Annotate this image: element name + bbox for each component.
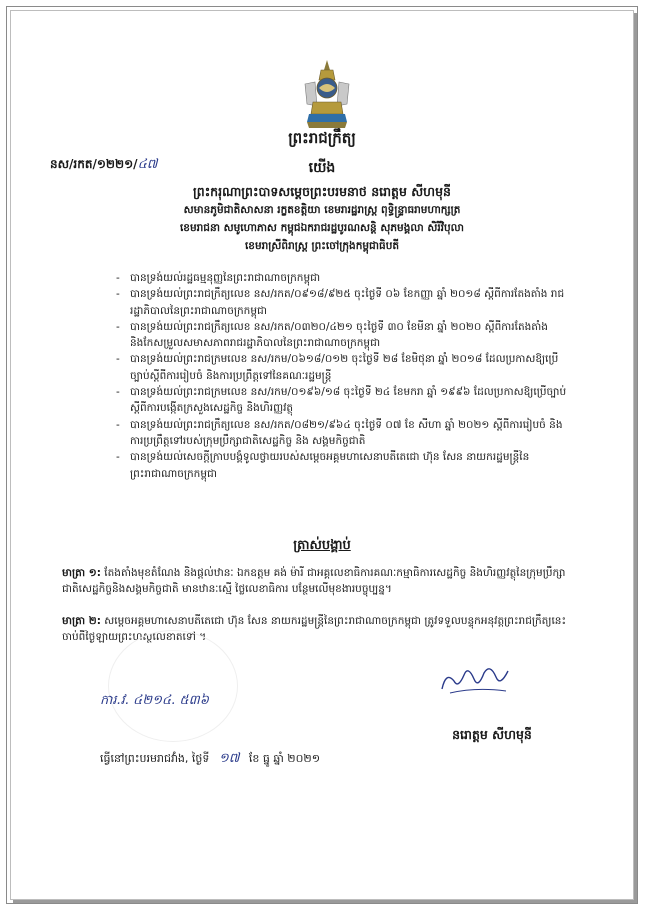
recitals-list	[116, 270, 571, 482]
royal-coat-of-arms-icon	[297, 58, 357, 130]
recital-item: - បានទ្រង់យល់ព្រះរាជក្រឹត្យលេខ នស/រកត/០៩១៨/៩២៥ ចុះថ្ងៃទី ០៦ ខែកញ្ញា ឆ្នាំ ២០១៨ ស្តីពីការតែងតាំង រាជរដ្ឋាភិបាលនៃព្រះរាជាណាចក្រកម្ពុជា	[116, 286, 571, 319]
king-line: ព្រះករុណាព្រះបាទសម្ដេចព្រះបរមនាថ នរោត្ដម សីហមុនី	[193, 184, 451, 199]
place-and-date	[100, 750, 500, 769]
royal-decree-heading: ព្រះរាជក្រឹត្យ	[288, 129, 356, 147]
place-date-prefix: ធ្វើនៅព្រះបរមរាជវាំង, ថ្ងៃទី	[100, 752, 210, 765]
royal-signature	[436, 659, 516, 699]
royal-title-line-3: ខេមរាស្រីពិរាស្ត្រ ព្រះចៅក្រុងកម្ពុជាធិបតី	[244, 240, 400, 252]
faint-seal-stamp	[108, 630, 238, 742]
decree-heading: ត្រាស់បង្គាប់	[293, 538, 351, 553]
recital-item: - បានទ្រង់យល់សេចក្តីក្រាបបង្គំទូលថ្វាយរបស់សម្តេចអគ្គមហាសេនាបតីតេជោ ហ៊ុន សែន នាយករដ្ឋមន្ត្រីនៃព្រះរាជាណាចក្រកម្ពុជា	[116, 449, 571, 482]
article-1-text: តែងតាំងមុខតំណែង និងផ្តល់ឋានៈ ឯកឧត្តម គង់ ម៉ារី ជាអគ្គលេខាធិការគណៈកម្មាធិការសេដ្ឋកិច្ច និងហិរញ្ញវត្ថុនៃក្រុមប្រឹក្សាជាតិសេដ្ឋកិច្ចនិងសង្គមកិច្ចជាតិ មានឋានៈស្មើ ថ្លៃលេខាធិការ បន្ថែមលើមុខងារបច្ចុប្បន្ន។	[62, 567, 566, 595]
royal-title-line-2: ខេមរាជនា សមូហោភាស កម្ពុជឯករាជរដ្ឋបូរណសន្តិ សុភមង្គលា សិរីវិបុលា	[179, 222, 465, 234]
reference-number-printed: នស/រកត/១២២១/	[50, 157, 138, 171]
article-1	[62, 565, 582, 597]
recital-item: - បានទ្រង់យល់ព្រះរាជក្រឹត្យលេខ នស/រកត/០៣២០/៤២១ ចុះថ្ងៃទី ៣០ ខែមីនា ឆ្នាំ ២០២០ ស្តីពីការតែងតាំង និងកែសម្រួលសមាសភាពរាជរដ្ឋាភិបាលនៃព្រះរាជាណាចក្រកម្ពុជា	[116, 319, 571, 352]
article-2-label: មាត្រា ២:	[62, 615, 101, 627]
signer-name: នរោត្តម សីហមុនី	[452, 727, 532, 742]
we-label: យើង	[308, 160, 336, 176]
recital-item: - បានទ្រង់យល់ព្រះរាជក្រមលេខ នស/រកម/០៦១៨/០១២ ចុះថ្ងៃទី ២៨ ខែមិថុនា ឆ្នាំ ២០១៨ ដែលប្រកាសឱ្យប្រើច្បាប់ស្តីពីការរៀបចំ និងការប្រព្រឹត្តទៅនៃគណៈរដ្ឋមន្ត្រី	[116, 351, 571, 384]
document-page	[12, 12, 632, 898]
reference-number-handwritten: ៤៧	[137, 157, 158, 172]
date-rest: ខែ ធ្នូ ឆ្នាំ ២០២១	[248, 752, 321, 765]
recital-item: - បានទ្រង់យល់ព្រះរាជក្រមលេខ នស/រកម/០១៩៦/១៨ ចុះថ្ងៃទី ២៤ ខែមករា ឆ្នាំ ១៩៩៦ ដែលប្រកាសឱ្យប្រើច្បាប់ស្តីពីការបង្កើតក្រសួងសេដ្ឋកិច្ច និងហិរញ្ញវត្ថុ	[116, 384, 571, 417]
recital-item: - បានទ្រង់យល់រដ្ឋធម្មនុញ្ញនៃព្រះរាជាណាចក្រកម្ពុជា	[116, 270, 571, 286]
article-1-label: មាត្រា ១:	[62, 567, 101, 579]
recital-item: - បានទ្រង់យល់ព្រះរាជក្រឹត្យលេខ នស/រកត/០៨២១/៩៦៤ ចុះថ្ងៃទី ០៧ ខែ សីហា ឆ្នាំ ២០២១ ស្តីពីការរៀបចំ និងការប្រព្រឹត្តទៅរបស់ក្រុមប្រឹក្សាជាតិសេដ្ឋកិច្ច និង សង្គមកិច្ចជាតិ	[116, 417, 571, 450]
handwritten-note: ការ.វ. ៤២១៤. ៥៣៦	[100, 693, 209, 708]
article-2-text: សម្តេចអគ្គមហាសេនាបតីតេជោ ហ៊ុន សែន នាយករដ្ឋមន្ត្រីនៃព្រះរាជាណាចក្រកម្ពុជា ត្រូវទទួលបន្ទុកអនុវត្តព្រះរាជក្រឹត្យនេះ ចាប់ពីថ្ងៃឡាយព្រះហស្ថលេខាតទៅ ។	[62, 615, 567, 643]
signature-handwritten-text	[432, 667, 532, 668]
date-day-handwritten: ១៧	[218, 751, 240, 766]
royal-title-line-1: សមានភូមិជាតិសាសនា រក្ខតខត្តិយា ខេមរារដ្ឋរាស្ត្រ ពុទ្ធិន្ទ្រាធរាមហាក្សត្រ	[183, 204, 461, 216]
